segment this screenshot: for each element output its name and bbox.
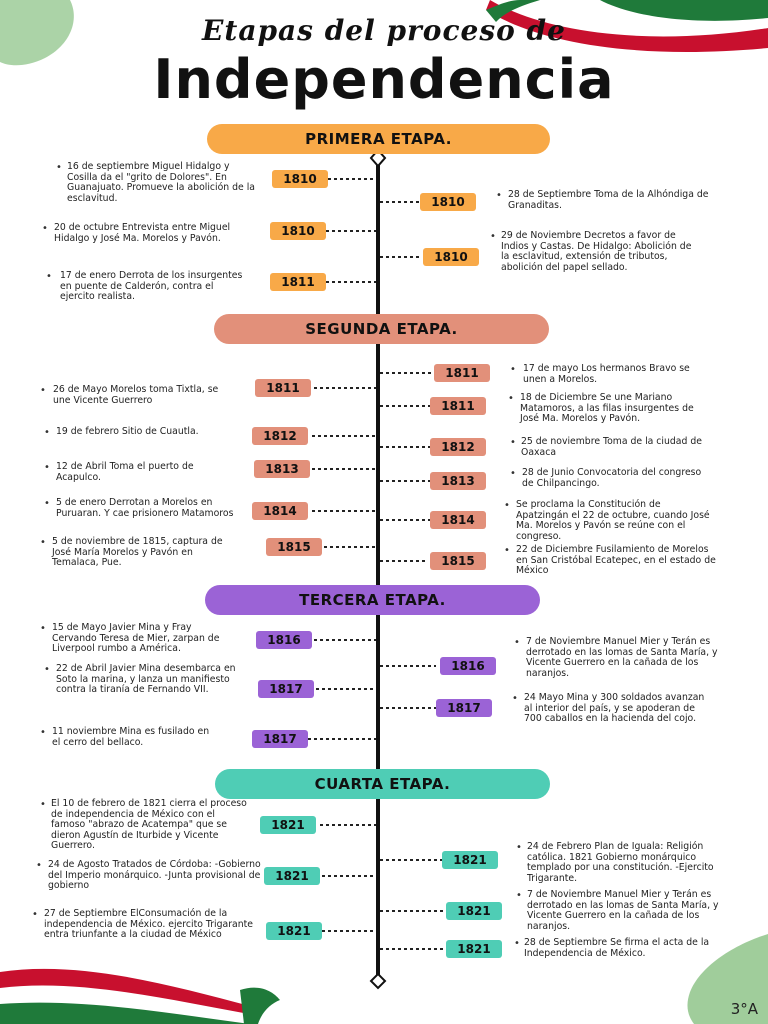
bullet-icon: •: [32, 909, 38, 920]
event-text: 26 de Mayo Morelos toma Tixtla, se une Vicente Guerrero: [53, 384, 219, 406]
bullet-icon: •: [490, 231, 496, 242]
event-text: 25 de noviembre Toma de la ciudad de Oaxaca: [521, 436, 702, 458]
year-pill: 1815: [430, 552, 486, 570]
bullet-icon: •: [56, 162, 62, 173]
event-text: 5 de enero Derrotan a Morelos en Puruaran. Y cae prisionero Matamoros: [56, 497, 234, 519]
bullet-icon: •: [514, 938, 520, 949]
year-pill: 1811: [430, 397, 486, 415]
event-text: 7 de Noviembre Manuel Mier y Terán es derrotado en las lomas de Santa María, y Vicente Guerrero en la cañada de los naranjos.: [526, 636, 718, 679]
year-pill: 1817: [436, 699, 492, 717]
bullet-icon: •: [40, 385, 46, 396]
bullet-icon: •: [44, 498, 50, 509]
event-text: 28 de Junio Convocatoria del congreso de Chilpancingo.: [522, 467, 702, 489]
bullet-icon: •: [508, 393, 514, 404]
year-pill: 1815: [266, 538, 322, 556]
timeline-axis: [376, 158, 380, 980]
page-title: Independencia: [153, 48, 615, 111]
year-pill: 1816: [256, 631, 312, 649]
bullet-icon: •: [40, 799, 46, 810]
event-text: 28 de Septiembre Se firma el acta de la Independencia de México.: [524, 937, 710, 959]
event-text: 11 noviembre Mina es fusilado en el cerro del bellaco.: [52, 726, 210, 748]
grade-label: 3°A: [730, 1000, 758, 1018]
event-text: El 10 de febrero de 1821 cierra el proceso de independencia de México con el famoso "abrazo de Acatempa" que se dieron Agustín de Iturbide y Vicente Guerrero.: [51, 798, 247, 851]
bullet-icon: •: [504, 500, 510, 511]
year-pill: 1816: [440, 657, 496, 675]
year-pill: 1811: [255, 379, 311, 397]
year-pill: 1810: [270, 222, 326, 240]
event-text: 20 de octubre Entrevista entre Miguel Hidalgo y José Ma. Morelos y Pavón.: [54, 222, 231, 244]
year-pill: 1814: [430, 511, 486, 529]
bullet-icon: •: [40, 623, 46, 634]
year-pill: 1813: [254, 460, 310, 478]
event-text: 24 de Agosto Tratados de Córdoba: -Gobierno del Imperio monárquico. -Junta provisional de gobierno: [48, 859, 261, 891]
event-text: 17 de enero Derrota de los insurgentes en puente de Calderón, contra el ejercito realista.: [60, 270, 243, 302]
year-pill: 1821: [446, 940, 502, 958]
event-text: 16 de septiembre Miguel Hidalgo y Cosilla da el "grito de Dolores". En Guanajuato. Promueve la abolición de la esclavitud.: [67, 161, 256, 204]
year-pill: 1811: [270, 273, 326, 291]
event-text: 29 de Noviembre Decretos a favor de Indios y Castas. De Hidalgo: Abolición de la esclavitud, extensión de tributos, abolición del papel sellado.: [501, 230, 692, 273]
bullet-icon: •: [496, 190, 502, 201]
year-pill: 1812: [252, 427, 308, 445]
bullet-icon: •: [40, 537, 46, 548]
year-pill: 1811: [434, 364, 490, 382]
bullet-icon: •: [510, 364, 516, 375]
year-pill: 1817: [258, 680, 314, 698]
title-line-1: Etapas del proceso de: [202, 14, 566, 47]
year-pill: 1817: [252, 730, 308, 748]
event-text: 5 de noviembre de 1815, captura de José María Morelos y Pavón en Temalaca, Pue.: [52, 536, 223, 568]
year-pill: 1812: [430, 438, 486, 456]
year-pill: 1814: [252, 502, 308, 520]
year-pill: 1821: [266, 922, 322, 940]
year-pill: 1810: [272, 170, 328, 188]
event-text: 18 de Diciembre Se une Mariano Matamoros, a las filas insurgentes de José Ma. Morelos y Pavón.: [520, 392, 694, 424]
event-text: 24 de Febrero Plan de Iguala: Religión católica. 1821 Gobierno monárquico templado por una constitución. -Ejercito Trigarante.: [527, 841, 714, 884]
bullet-icon: •: [44, 664, 50, 675]
stage-banner-1: PRIMERA ETAPA.: [207, 124, 550, 154]
event-text: 24 Mayo Mina y 300 soldados avanzan al interior del país, y se apoderan de 700 caballos en la hacienda del cojo.: [524, 692, 705, 724]
bullet-icon: •: [46, 271, 52, 282]
event-text: 22 de Diciembre Fusilamiento de Morelos en San Cristóbal Ecatepec, en el estado de México: [516, 544, 716, 576]
bullet-icon: •: [514, 637, 520, 648]
bullet-icon: •: [510, 437, 516, 448]
bullet-icon: •: [512, 693, 518, 704]
bullet-icon: •: [516, 842, 522, 853]
bullet-icon: •: [44, 427, 50, 438]
bullet-icon: •: [510, 468, 516, 479]
year-pill: 1821: [260, 816, 316, 834]
year-pill: 1821: [446, 902, 502, 920]
stage-banner-4: CUARTA ETAPA.: [215, 769, 550, 799]
event-text: 28 de Septiembre Toma de la Alhóndiga de Granaditas.: [508, 189, 709, 211]
bullet-icon: •: [42, 223, 48, 234]
event-text: 22 de Abril Javier Mina desembarca en Soto la marina, y lanza un manifiesto contra la tiranía de Fernando VII.: [56, 663, 236, 695]
event-text: 17 de mayo Los hermanos Bravo se unen a Morelos.: [523, 363, 690, 385]
event-text: 19 de febrero Sitio de Cuautla.: [56, 426, 199, 437]
event-text: 15 de Mayo Javier Mina y Fray Cervando Teresa de Mier, zarpan de Liverpool rumbo a América.: [52, 622, 220, 654]
stage-banner-3: TERCERA ETAPA.: [205, 585, 540, 615]
stage-banner-2: SEGUNDA ETAPA.: [214, 314, 549, 344]
year-pill: 1821: [442, 851, 498, 869]
bullet-icon: •: [40, 727, 46, 738]
bullet-icon: •: [504, 545, 510, 556]
event-text: 27 de Septiembre ElConsumación de la independencia de México. ejercito Trigarante entra triunfante a la ciudad de México: [44, 908, 253, 940]
bullet-icon: •: [516, 890, 522, 901]
event-text: 7 de Noviembre Manuel Mier y Terán es derrotado en las lomas de Santa María, y Vicente Guerrero en la cañada de los naranjos.: [527, 889, 719, 932]
year-pill: 1810: [423, 248, 479, 266]
bullet-icon: •: [36, 860, 42, 871]
event-text: 12 de Abril Toma el puerto de Acapulco.: [56, 461, 194, 483]
bullet-icon: •: [44, 462, 50, 473]
event-text: Se proclama la Constitución de Apatzingán el 22 de octubre, cuando José Ma. Morelos y Pavón se reúne con el congreso.: [516, 499, 710, 542]
year-pill: 1821: [264, 867, 320, 885]
year-pill: 1810: [420, 193, 476, 211]
year-pill: 1813: [430, 472, 486, 490]
